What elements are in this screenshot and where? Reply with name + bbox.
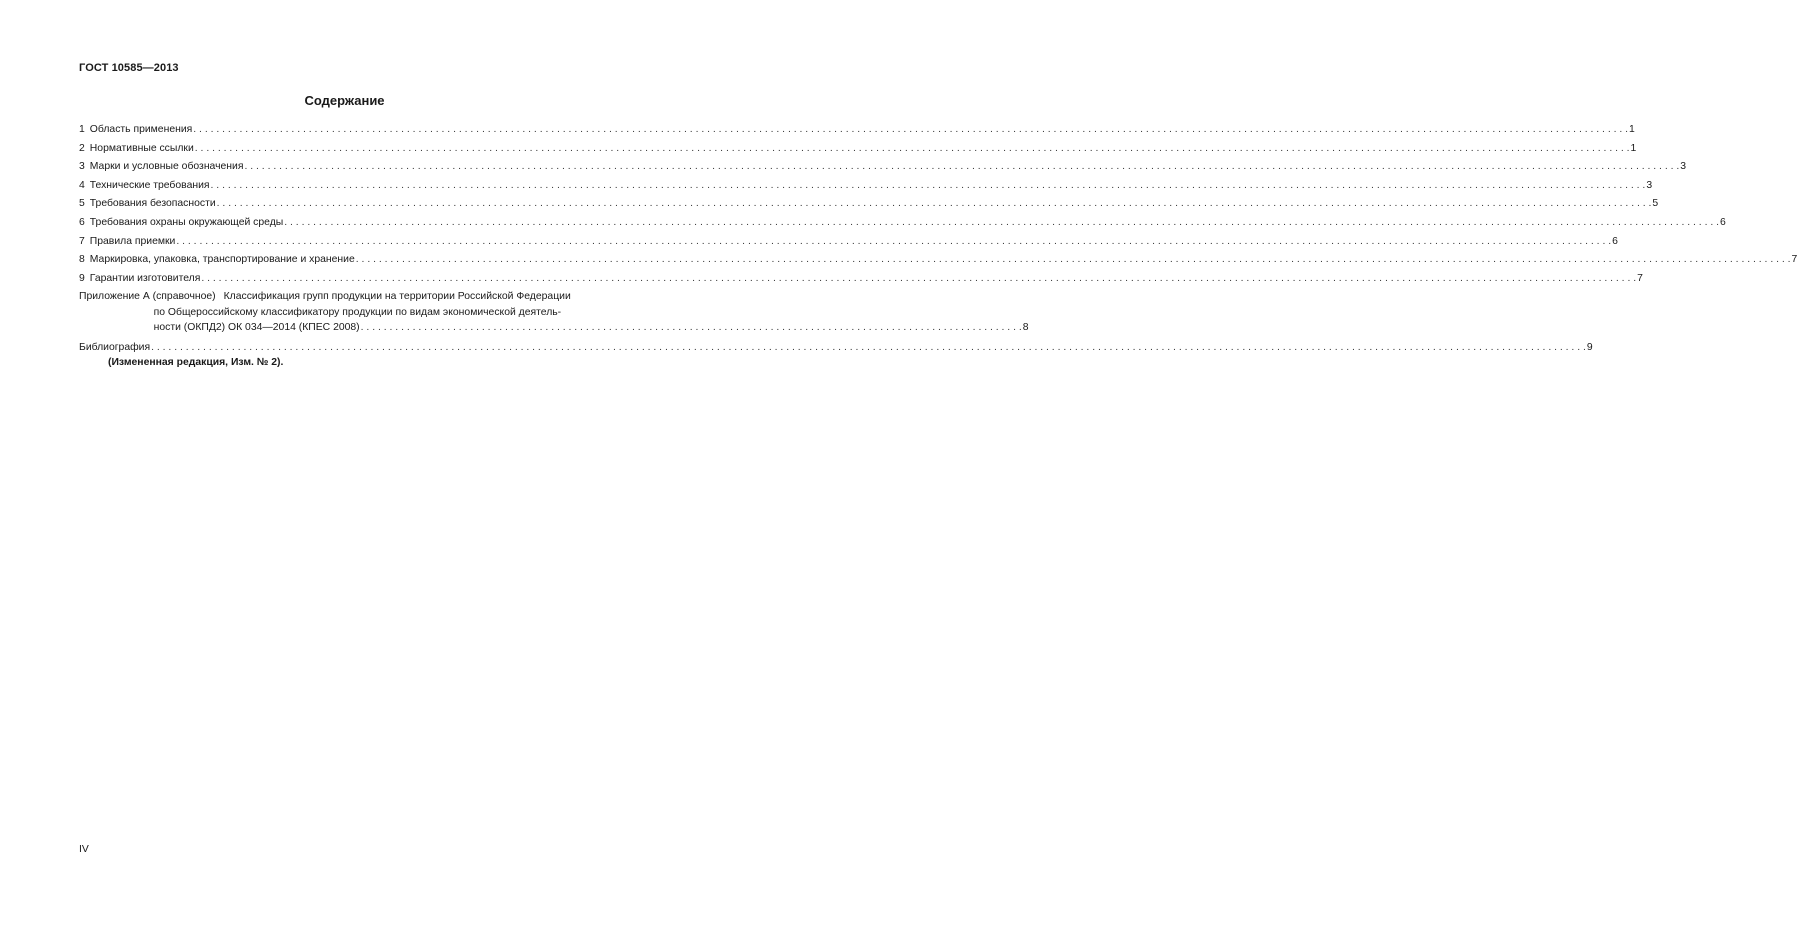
toc-entry-4[interactable]	[79, 177, 1653, 196]
toc-entry-appendix-a[interactable]	[79, 289, 1029, 336]
toc-entry-title: Нормативные ссылки	[89, 142, 194, 154]
toc-leader-dots	[217, 195, 1652, 214]
toc-entry-8[interactable]	[79, 251, 1797, 270]
toc-leader-dots	[361, 320, 1022, 336]
appendix-title-line-3	[154, 320, 1029, 336]
toc-entry-page: 1	[1630, 142, 1637, 154]
toc-entry-number: 1	[79, 124, 85, 135]
toc-entry-title: Гарантии изготовителя	[89, 272, 201, 284]
amendment-note: (Измененная редакция, Изм. № 2).	[108, 357, 284, 368]
appendix-title-line-1: Классификация групп продукции на территории Российской Федерации	[223, 291, 571, 303]
toc-entry-page: 3	[1680, 161, 1687, 173]
toc-entry-page: 8	[1022, 322, 1029, 334]
toc-leader-dots	[195, 140, 1630, 159]
toc-entry-number: 8	[79, 254, 85, 266]
toc-entry-page: 7	[1791, 254, 1797, 266]
toc-entry-3[interactable]	[79, 158, 1687, 177]
appendix-title-line-2: по Общероссийскому классификатору продукции по видам экономической деятель-	[153, 306, 562, 318]
toc-entry-title: Маркировка, упаковка, транспортирование и хранение	[89, 254, 355, 266]
toc-entry-title: Библиография	[79, 341, 151, 353]
toc-entry-6[interactable]	[79, 214, 1726, 233]
toc-entry-7[interactable]	[79, 233, 1618, 252]
toc-entry-bibliography[interactable]	[79, 339, 1593, 358]
toc-entry-number: 5	[79, 198, 85, 210]
toc-entry-title: Требования охраны окружающей среды	[89, 216, 284, 228]
toc-title: Содержание	[304, 93, 385, 108]
toc-entry-title: Технические требования	[89, 179, 210, 191]
toc-entry-5[interactable]	[79, 195, 1659, 214]
toc-leader-dots	[356, 251, 1791, 270]
toc-entry-page: 6	[1720, 216, 1726, 228]
toc-entry-title: Требования безопасности	[89, 198, 216, 210]
toc-entry-page: 6	[1612, 235, 1618, 247]
toc-entry-number: 7	[79, 235, 85, 247]
toc-entry-1[interactable]	[79, 121, 1635, 140]
toc-leader-dots	[176, 233, 1611, 252]
toc-leader-dots	[284, 214, 1719, 233]
toc-entry-2[interactable]	[79, 140, 1637, 159]
page-number: IV	[79, 844, 89, 855]
toc-entry-page: 9	[1586, 341, 1593, 353]
table-of-contents	[79, 121, 1797, 357]
toc-entry-page: 3	[1646, 179, 1653, 191]
toc-entry-title: Область применения	[89, 124, 193, 135]
toc-entry-9[interactable]	[79, 270, 1643, 289]
toc-entry-number: 4	[79, 179, 85, 191]
toc-entry-number: 9	[79, 272, 85, 284]
toc-leader-dots	[211, 177, 1646, 196]
toc-entry-title: Марки и условные обозначения	[89, 161, 244, 173]
toc-entry-number: 6	[79, 216, 85, 228]
toc-entry-page: 5	[1652, 198, 1659, 210]
toc-entry-number: 3	[79, 161, 85, 173]
appendix-title-block	[153, 289, 1029, 336]
toc-leader-dots	[193, 121, 1628, 140]
toc-entry-page: 7	[1637, 272, 1643, 284]
toc-entry-title: Правила приемки	[89, 235, 176, 247]
appendix-title-line-3-text: ности (ОКПД2) ОК 034—2014 (КПЕС 2008)	[153, 322, 360, 334]
appendix-label: Приложение А (справочное)	[79, 291, 216, 303]
toc-entry-number: 2	[79, 142, 85, 154]
toc-leader-dots	[151, 339, 1586, 358]
toc-entry-page: 1	[1629, 124, 1635, 135]
document-code: ГОСТ 10585—2013	[79, 62, 179, 74]
toc-leader-dots	[244, 158, 1679, 177]
toc-leader-dots	[201, 270, 1636, 289]
